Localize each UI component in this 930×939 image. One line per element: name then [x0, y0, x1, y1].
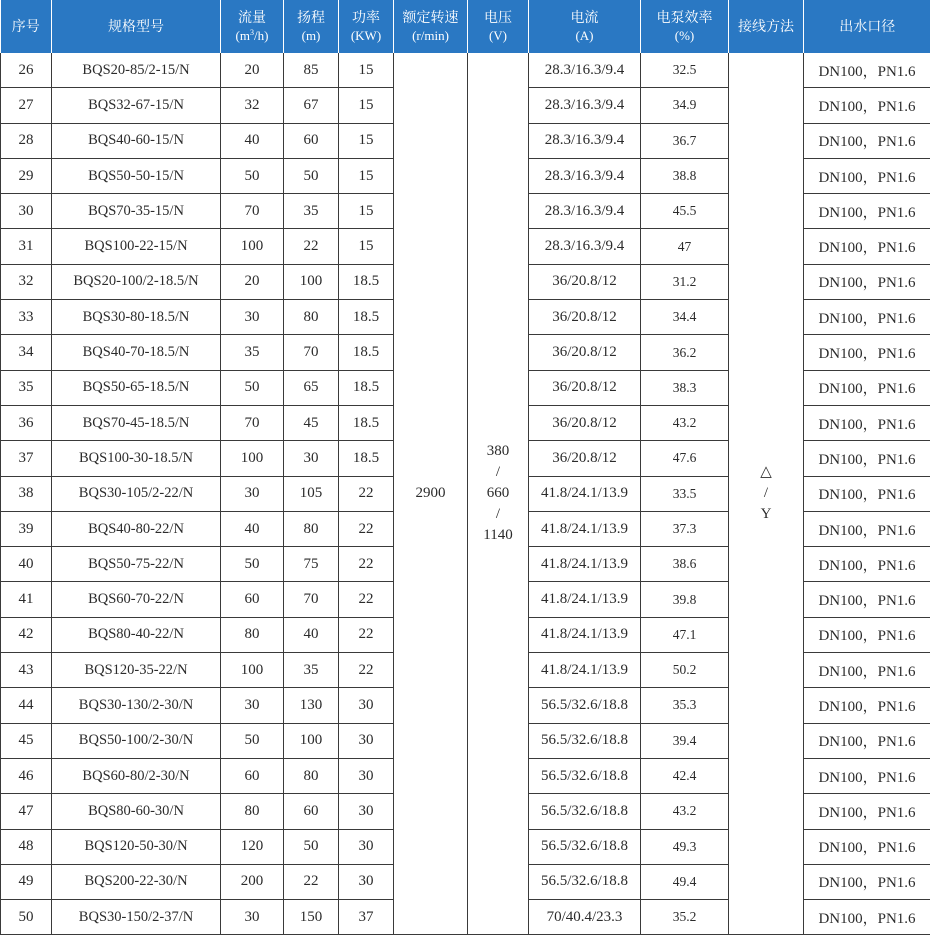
cell-power: 15 [339, 88, 394, 123]
cell-efficiency: 39.8 [641, 582, 729, 617]
cell-rated-speed: 2900 [394, 53, 468, 935]
cell-model: BQS40-70-18.5/N [52, 335, 221, 370]
cell-efficiency: 47.1 [641, 617, 729, 652]
header-row [1, 0, 930, 53]
header-rated-speed: 额定转速 (r/min) [394, 0, 468, 53]
cell-power: 15 [339, 194, 394, 229]
cell-flow: 35 [221, 335, 284, 370]
cell-current: 36/20.8/12 [529, 264, 641, 299]
cell-power: 30 [339, 688, 394, 723]
cell-outlet: DN100，PN1.6 [804, 900, 930, 935]
cell-head: 75 [284, 547, 339, 582]
cell-flow: 50 [221, 547, 284, 582]
cell-model: BQS30-150/2-37/N [52, 900, 221, 935]
cell-head: 85 [284, 53, 339, 88]
cell-outlet: DN100，PN1.6 [804, 264, 930, 299]
voltage-line: / [495, 464, 501, 481]
cell-serial-number: 26 [1, 53, 52, 88]
cell-model: BQS50-100/2-30/N [52, 723, 221, 758]
cell-flow: 20 [221, 53, 284, 88]
cell-model: BQS30-80-18.5/N [52, 300, 221, 335]
cell-flow: 100 [221, 229, 284, 264]
cell-power: 18.5 [339, 300, 394, 335]
cell-power: 22 [339, 582, 394, 617]
cell-model: BQS100-22-15/N [52, 229, 221, 264]
cell-flow: 40 [221, 123, 284, 158]
cell-model: BQS80-40-22/N [52, 617, 221, 652]
cell-power: 37 [339, 900, 394, 935]
cell-efficiency: 45.5 [641, 194, 729, 229]
cell-serial-number: 48 [1, 829, 52, 864]
cell-flow: 30 [221, 476, 284, 511]
cell-model: BQS70-45-18.5/N [52, 405, 221, 440]
cell-power: 30 [339, 864, 394, 899]
cell-flow: 70 [221, 194, 284, 229]
cell-power: 22 [339, 476, 394, 511]
cell-head: 70 [284, 582, 339, 617]
header-outlet: 出水口径 [804, 0, 930, 53]
cell-head: 67 [284, 88, 339, 123]
cell-flow: 80 [221, 617, 284, 652]
cell-efficiency: 32.5 [641, 53, 729, 88]
cell-head: 150 [284, 900, 339, 935]
cell-serial-number: 31 [1, 229, 52, 264]
cell-serial-number: 46 [1, 758, 52, 793]
cell-head: 100 [284, 723, 339, 758]
cell-head: 130 [284, 688, 339, 723]
cell-flow: 20 [221, 264, 284, 299]
cell-current: 41.8/24.1/13.9 [529, 547, 641, 582]
cell-power: 18.5 [339, 441, 394, 476]
cell-serial-number: 45 [1, 723, 52, 758]
cell-serial-number: 50 [1, 900, 52, 935]
cell-current: 28.3/16.3/9.4 [529, 53, 641, 88]
voltage-line: 660 [486, 485, 510, 502]
header-serial-number: 序号 [1, 0, 52, 53]
voltage-line: 1140 [483, 527, 513, 544]
cell-current: 36/20.8/12 [529, 335, 641, 370]
cell-efficiency: 34.9 [641, 88, 729, 123]
cell-outlet: DN100，PN1.6 [804, 688, 930, 723]
cell-model: BQS60-80/2-30/N [52, 758, 221, 793]
cell-head: 80 [284, 758, 339, 793]
cell-serial-number: 44 [1, 688, 52, 723]
cell-current: 28.3/16.3/9.4 [529, 88, 641, 123]
cell-efficiency: 35.3 [641, 688, 729, 723]
wiring-line: △ [760, 464, 772, 481]
header-voltage: 电压 (V) [468, 0, 529, 53]
cell-outlet: DN100，PN1.6 [804, 829, 930, 864]
cell-current: 41.8/24.1/13.9 [529, 476, 641, 511]
header-wiring: 接线方法 [729, 0, 804, 53]
header-head-unit: (m) [301, 27, 321, 43]
cell-serial-number: 49 [1, 864, 52, 899]
cell-current: 28.3/16.3/9.4 [529, 158, 641, 193]
cell-flow: 32 [221, 88, 284, 123]
header-efficiency: 电泵效率 (%) [641, 0, 729, 53]
cell-current: 56.5/32.6/18.8 [529, 864, 641, 899]
cell-current: 41.8/24.1/13.9 [529, 617, 641, 652]
cell-serial-number: 33 [1, 300, 52, 335]
cell-power: 30 [339, 758, 394, 793]
header-current-unit: (A) [575, 27, 594, 43]
cell-efficiency: 34.4 [641, 300, 729, 335]
cell-head: 35 [284, 653, 339, 688]
cell-efficiency: 47 [641, 229, 729, 264]
cell-flow: 50 [221, 723, 284, 758]
cell-outlet: DN100，PN1.6 [804, 194, 930, 229]
cell-power: 15 [339, 158, 394, 193]
cell-efficiency: 42.4 [641, 758, 729, 793]
header-rated-speed-unit: (r/min) [412, 27, 449, 43]
cell-outlet: DN100，PN1.6 [804, 758, 930, 793]
cell-current: 56.5/32.6/18.8 [529, 688, 641, 723]
cell-efficiency: 43.2 [641, 405, 729, 440]
cell-flow: 30 [221, 900, 284, 935]
cell-outlet: DN100，PN1.6 [804, 617, 930, 652]
cell-head: 45 [284, 405, 339, 440]
cell-outlet: DN100，PN1.6 [804, 794, 930, 829]
cell-flow: 50 [221, 370, 284, 405]
cell-current: 41.8/24.1/13.9 [529, 653, 641, 688]
header-flow: 流量 $(m^3/h)$ [221, 0, 284, 53]
cell-flow: 80 [221, 794, 284, 829]
cell-serial-number: 47 [1, 794, 52, 829]
cell-current: 28.3/16.3/9.4 [529, 194, 641, 229]
cell-head: 30 [284, 441, 339, 476]
table-row [1, 53, 930, 88]
wiring-line: / [763, 485, 769, 502]
header-flow-unit: $(m^3/h)$ [235, 27, 269, 43]
cell-outlet: DN100，PN1.6 [804, 53, 930, 88]
cell-efficiency: 43.2 [641, 794, 729, 829]
cell-head: 100 [284, 264, 339, 299]
cell-model: BQS70-35-15/N [52, 194, 221, 229]
cell-model: BQS60-70-22/N [52, 582, 221, 617]
cell-outlet: DN100，PN1.6 [804, 405, 930, 440]
cell-power: 30 [339, 794, 394, 829]
cell-efficiency: 31.2 [641, 264, 729, 299]
cell-outlet: DN100，PN1.6 [804, 300, 930, 335]
cell-efficiency: 36.7 [641, 123, 729, 158]
voltage-line: / [495, 506, 501, 523]
cell-current: 41.8/24.1/13.9 [529, 511, 641, 546]
cell-flow: 200 [221, 864, 284, 899]
cell-power: 22 [339, 653, 394, 688]
cell-current: 41.8/24.1/13.9 [529, 582, 641, 617]
cell-model: BQS50-50-15/N [52, 158, 221, 193]
header-head: 扬程 (m) [284, 0, 339, 53]
cell-outlet: DN100，PN1.6 [804, 511, 930, 546]
cell-current: 28.3/16.3/9.4 [529, 229, 641, 264]
cell-serial-number: 27 [1, 88, 52, 123]
header-power-unit: (KW) [350, 27, 382, 43]
header-current: 电流 (A) [529, 0, 641, 53]
cell-power: 22 [339, 617, 394, 652]
cell-model: BQS200-22-30/N [52, 864, 221, 899]
cell-model: BQS30-105/2-22/N [52, 476, 221, 511]
cell-outlet: DN100，PN1.6 [804, 88, 930, 123]
cell-model: BQS40-80-22/N [52, 511, 221, 546]
cell-outlet: DN100，PN1.6 [804, 723, 930, 758]
cell-flow: 100 [221, 653, 284, 688]
cell-power: 18.5 [339, 264, 394, 299]
cell-model: BQS40-60-15/N [52, 123, 221, 158]
cell-model: BQS30-130/2-30/N [52, 688, 221, 723]
cell-efficiency: 38.8 [641, 158, 729, 193]
cell-power: 30 [339, 829, 394, 864]
cell-efficiency: 37.3 [641, 511, 729, 546]
cell-current: 36/20.8/12 [529, 405, 641, 440]
cell-serial-number: 29 [1, 158, 52, 193]
voltage-line: 380 [486, 443, 510, 460]
cell-head: 50 [284, 158, 339, 193]
cell-efficiency: 33.5 [641, 476, 729, 511]
cell-serial-number: 36 [1, 405, 52, 440]
cell-head: 80 [284, 300, 339, 335]
cell-serial-number: 38 [1, 476, 52, 511]
cell-efficiency: 38.6 [641, 547, 729, 582]
wiring-line: Y [760, 506, 772, 523]
cell-model: BQS100-30-18.5/N [52, 441, 221, 476]
cell-head: 80 [284, 511, 339, 546]
cell-outlet: DN100，PN1.6 [804, 370, 930, 405]
cell-flow: 30 [221, 300, 284, 335]
cell-efficiency: 50.2 [641, 653, 729, 688]
header-power: 功率 (KW) [339, 0, 394, 53]
cell-serial-number: 39 [1, 511, 52, 546]
cell-outlet: DN100，PN1.6 [804, 335, 930, 370]
cell-serial-number: 37 [1, 441, 52, 476]
cell-flow: 120 [221, 829, 284, 864]
cell-outlet: DN100，PN1.6 [804, 158, 930, 193]
cell-power: 15 [339, 123, 394, 158]
cell-model: BQS50-65-18.5/N [52, 370, 221, 405]
cell-current: 56.5/32.6/18.8 [529, 758, 641, 793]
cell-current: 70/40.4/23.3 [529, 900, 641, 935]
cell-outlet: DN100，PN1.6 [804, 864, 930, 899]
cell-serial-number: 42 [1, 617, 52, 652]
cell-serial-number: 35 [1, 370, 52, 405]
cell-efficiency: 35.2 [641, 900, 729, 935]
cell-flow: 60 [221, 582, 284, 617]
cell-model: BQS20-100/2-18.5/N [52, 264, 221, 299]
header-efficiency-unit: (%) [674, 27, 695, 43]
cell-power: 15 [339, 229, 394, 264]
cell-current: 56.5/32.6/18.8 [529, 723, 641, 758]
cell-power: 18.5 [339, 370, 394, 405]
cell-head: 60 [284, 123, 339, 158]
cell-current: 28.3/16.3/9.4 [529, 123, 641, 158]
cell-voltage [468, 53, 529, 935]
cell-model: BQS80-60-30/N [52, 794, 221, 829]
cell-model: BQS32-67-15/N [52, 88, 221, 123]
cell-serial-number: 28 [1, 123, 52, 158]
cell-serial-number: 41 [1, 582, 52, 617]
cell-head: 70 [284, 335, 339, 370]
cell-head: 35 [284, 194, 339, 229]
cell-efficiency: 49.3 [641, 829, 729, 864]
cell-head: 40 [284, 617, 339, 652]
cell-serial-number: 34 [1, 335, 52, 370]
cell-flow: 40 [221, 511, 284, 546]
cell-model: BQS120-35-22/N [52, 653, 221, 688]
cell-current: 36/20.8/12 [529, 370, 641, 405]
cell-head: 50 [284, 829, 339, 864]
cell-efficiency: 36.2 [641, 335, 729, 370]
cell-head: 105 [284, 476, 339, 511]
header-voltage-unit: (V) [488, 27, 508, 43]
cell-power: 22 [339, 511, 394, 546]
cell-power: 22 [339, 547, 394, 582]
cell-serial-number: 40 [1, 547, 52, 582]
cell-model: BQS20-85/2-15/N [52, 53, 221, 88]
cell-serial-number: 43 [1, 653, 52, 688]
cell-head: 22 [284, 229, 339, 264]
cell-head: 60 [284, 794, 339, 829]
table-body [1, 53, 930, 935]
cell-outlet: DN100，PN1.6 [804, 653, 930, 688]
cell-power: 18.5 [339, 405, 394, 440]
cell-outlet: DN100，PN1.6 [804, 123, 930, 158]
cell-efficiency: 47.6 [641, 441, 729, 476]
cell-efficiency: 38.3 [641, 370, 729, 405]
cell-efficiency: 39.4 [641, 723, 729, 758]
cell-outlet: DN100，PN1.6 [804, 441, 930, 476]
cell-head: 65 [284, 370, 339, 405]
cell-power: 15 [339, 53, 394, 88]
cell-current: 56.5/32.6/18.8 [529, 829, 641, 864]
cell-serial-number: 32 [1, 264, 52, 299]
cell-wiring [729, 53, 804, 935]
cell-head: 22 [284, 864, 339, 899]
cell-flow: 100 [221, 441, 284, 476]
cell-outlet: DN100，PN1.6 [804, 547, 930, 582]
cell-current: 36/20.8/12 [529, 441, 641, 476]
table-header [1, 0, 930, 53]
cell-flow: 70 [221, 405, 284, 440]
cell-outlet: DN100，PN1.6 [804, 476, 930, 511]
cell-power: 18.5 [339, 335, 394, 370]
cell-model: BQS50-75-22/N [52, 547, 221, 582]
cell-current: 36/20.8/12 [529, 300, 641, 335]
cell-flow: 60 [221, 758, 284, 793]
cell-efficiency: 49.4 [641, 864, 729, 899]
header-model: 规格型号 [52, 0, 221, 53]
cell-current: 56.5/32.6/18.8 [529, 794, 641, 829]
cell-serial-number: 30 [1, 194, 52, 229]
cell-power: 30 [339, 723, 394, 758]
cell-outlet: DN100，PN1.6 [804, 229, 930, 264]
cell-outlet: DN100，PN1.6 [804, 582, 930, 617]
cell-model: BQS120-50-30/N [52, 829, 221, 864]
cell-flow: 30 [221, 688, 284, 723]
cell-flow: 50 [221, 158, 284, 193]
